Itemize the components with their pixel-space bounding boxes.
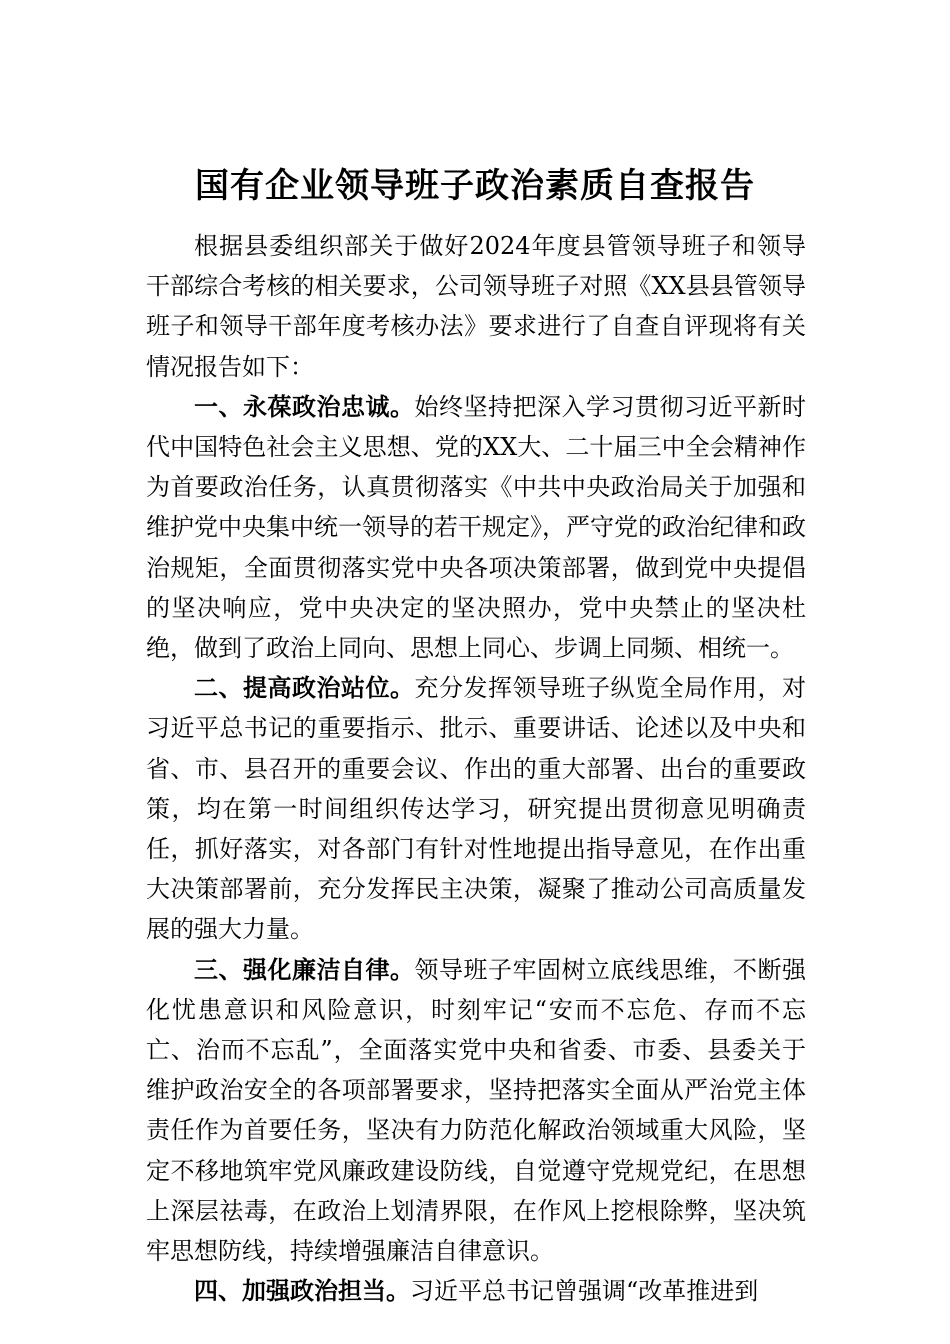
section-heading: 四、加强政治担当。 [194,1277,410,1306]
document-title: 国有企业领导班子政治素质自查报告 [195,166,755,206]
section-paragraph [146,950,806,1272]
section-body: 始终坚持把深入学习贯彻习近平新时代中国特色社会主义思想、党的XX大、二十届三中全会精神作为首要政治任务，认真贯彻落实《中共中央政治局关于加强和维护党中央集中统一领导的若干规定》，严守党的政治纪律和政治规矩，全面贯彻落实党中央各项决策部署，做到党中央提倡的坚决响应，党中央决定的坚决照办，党中央禁止的坚决杜绝，做到了政治上同向、思想上同心、步调上同频、相统一。 [146,392,806,663]
section-paragraph [146,1271,806,1311]
document-body [146,226,806,1311]
section-heading: 一、永葆政治忠诚。 [194,392,415,421]
intro-paragraph: 根据县委组织部关于做好2024年度县管领导班子和领导干部综合考核的相关要求，公司领导班子对照《XX县县管领导班子和领导干部年度考核办法》要求进行了自查自评现将有关情况报告如下： [146,232,806,381]
section-paragraph [146,668,806,949]
section-body: 领导班子牢固树立底线思维，不断强化忧患意识和风险意识，时刻牢记“安而不忘危、存而不忘亡、治而不忘乱”，全面落实党中央和省委、市委、县委关于维护政治安全的各项部署要求，坚持把落实全面从严治党主体责任作为首要任务，坚决有力防范化解政治领域重大风险，坚定不移地筑牢党风廉政建设防线，自觉遵守党规党纪，在思想上深层祛毒，在政治上划清界限，在作风上挖根除弊，坚决筑牢思想防线，持续增强廉洁自律意识。 [146,955,806,1266]
section-body: 充分发挥领导班子纵览全局作用，对习近平总书记的重要指示、批示、重要讲话、论述以及中央和省、市、县召开的重要会议、作出的重大部署、出台的重要政策，均在第一时间组织传达学习，研究提出贯彻意见明确责任，抓好落实，对各部门有针对性地提出指导意见，在作出重大决策部署前，充分发挥民主决策，凝聚了推动公司高质量发展的强大力量。 [146,674,806,944]
section-paragraph [146,387,806,668]
section-body: 习近平总书记曾强调“改革推进到 [410,1277,759,1306]
section-heading: 二、提高政治站位。 [194,674,415,703]
section-heading: 三、强化廉洁自律。 [194,955,415,984]
